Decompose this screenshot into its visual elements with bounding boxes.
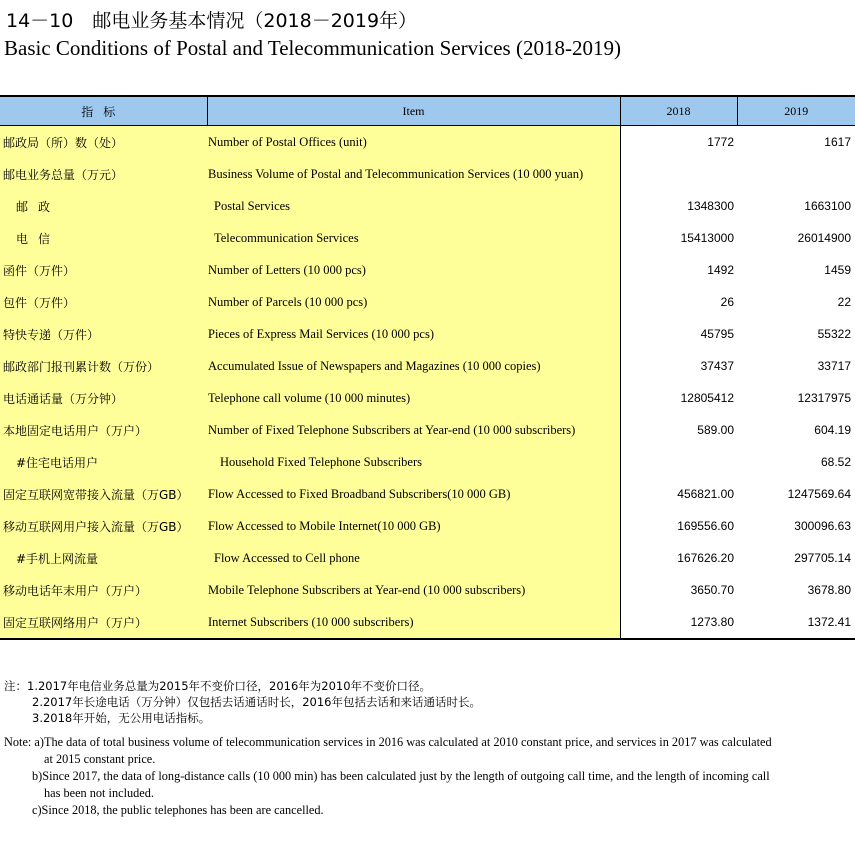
row-label-cn: 移动电话年末用户（万户） <box>0 574 207 606</box>
row-label-en: Flow Accessed to Mobile Internet(10 000 GB) <box>207 510 620 542</box>
postal-telecom-table <box>0 97 855 640</box>
value-2019: 1459 <box>824 263 851 277</box>
table-row <box>0 574 855 606</box>
table-row <box>0 158 855 190</box>
row-label-en: Number of Postal Offices (unit) <box>207 126 620 159</box>
value-2018: 26 <box>720 295 734 309</box>
row-label-cn: 电信 <box>0 222 207 254</box>
header-item: Item <box>207 97 620 126</box>
value-2019: 604.19 <box>814 423 851 437</box>
row-label-cn: 包件（万件） <box>0 286 207 318</box>
value-2019 <box>737 158 855 190</box>
table-row <box>0 414 855 446</box>
row-label-cn: 邮政部门报刊累计数（万份） <box>0 350 207 382</box>
note-en-c: c)Since 2018, the public telephones has been are cancelled. <box>32 803 324 817</box>
value-2018: 37437 <box>700 359 734 373</box>
value-2018: 12805412 <box>680 391 734 405</box>
table-row <box>0 446 855 478</box>
table-row <box>0 190 855 222</box>
value-2019: 1617 <box>824 135 851 149</box>
value-2018: 1348300 <box>687 199 734 213</box>
value-2018: 1772 <box>707 135 734 149</box>
value-2019: 300096.63 <box>794 519 851 533</box>
table-row <box>0 350 855 382</box>
row-label-en: Household Fixed Telephone Subscribers <box>207 446 620 478</box>
row-label-en: Internet Subscribers (10 000 subscribers) <box>207 606 620 639</box>
table-row <box>0 126 855 159</box>
table-row <box>0 542 855 574</box>
value-2018: 1273.80 <box>620 606 737 639</box>
value-2019: 1372.41 <box>737 606 855 639</box>
note-cn-3: 3.2018年开始，无公用电话指标。 <box>32 711 211 725</box>
notes-chinese <box>4 678 481 726</box>
table-row <box>0 606 855 639</box>
row-label-cn: 邮政局（所）数（处） <box>0 126 207 159</box>
value-2019: 12317975 <box>797 391 851 405</box>
row-label-en: Flow Accessed to Cell phone <box>207 542 620 574</box>
row-label-cn: 函件（万件） <box>0 254 207 286</box>
table-row <box>0 254 855 286</box>
value-2019: 1247569.64 <box>787 487 851 501</box>
row-label-cn: 电话通话量（万分钟） <box>0 382 207 414</box>
table-header-row <box>0 97 855 126</box>
row-label-cn: #住宅电话用户 <box>0 446 207 478</box>
value-2018: 167626.20 <box>677 551 734 565</box>
row-label-en: Number of Parcels (10 000 pcs) <box>207 286 620 318</box>
value-2019: 3678.80 <box>807 583 851 597</box>
value-2018: 589.00 <box>697 423 734 437</box>
value-2019: 55322 <box>817 327 851 341</box>
row-label-cn: 本地固定电话用户（万户） <box>0 414 207 446</box>
table-row <box>0 382 855 414</box>
header-year-2019: 2019 <box>737 97 855 126</box>
value-2019: 1663100 <box>804 199 851 213</box>
note-en-a-line1: Note: a)The data of total business volume of telecommunication services in 2016 was calculated at 2010 constant price, and services in 2017 was calculated <box>4 735 772 749</box>
row-label-en: Number of Fixed Telephone Subscribers at Year-end (10 000 subscribers) <box>207 414 620 446</box>
value-2018: 45795 <box>700 327 734 341</box>
table-title-chinese: 14－10 邮电业务基本情况（2018－2019年） <box>6 10 418 32</box>
table-row <box>0 222 855 254</box>
row-label-en: Business Volume of Postal and Telecommunication Services (10 000 yuan) <box>207 158 620 190</box>
row-label-cn: 邮政 <box>0 190 207 222</box>
row-label-en: Telephone call volume (10 000 minutes) <box>207 382 620 414</box>
row-label-cn: 特快专递（万件） <box>0 318 207 350</box>
value-2018: 1492 <box>707 263 734 277</box>
value-2019: 297705.14 <box>794 551 851 565</box>
table-title-english: Basic Conditions of Postal and Telecommunication Services (2018-2019) <box>4 36 621 60</box>
row-label-en: Mobile Telephone Subscribers at Year-end (10 000 subscribers) <box>207 574 620 606</box>
table-row <box>0 510 855 542</box>
note-cn-2: 2.2017年长途电话（万分钟）仅包括去话通话时长，2016年包括去话和来话通话时长。 <box>32 695 482 709</box>
value-2019: 68.52 <box>820 455 851 469</box>
value-2019: 22 <box>837 295 851 309</box>
value-2018: 169556.60 <box>677 519 734 533</box>
value-2018: 3650.70 <box>690 583 734 597</box>
value-2018: 15413000 <box>680 231 734 245</box>
value-2019: 26014900 <box>797 231 851 245</box>
row-label-en: Pieces of Express Mail Services (10 000 pcs) <box>207 318 620 350</box>
note-cn-1: 注：1.2017年电信业务总量为2015年不变价口径，2016年为2010年不变价口径。 <box>4 679 432 693</box>
value-2018 <box>620 446 737 478</box>
row-label-cn: #手机上网流量 <box>0 542 207 574</box>
row-label-cn: 固定互联网宽带接入流量（万GB） <box>0 478 207 510</box>
table-row <box>0 286 855 318</box>
row-label-en: Flow Accessed to Fixed Broadband Subscribers(10 000 GB) <box>207 478 620 510</box>
value-2018 <box>620 158 737 190</box>
value-2018: 456821.00 <box>677 487 734 501</box>
row-label-en: Postal Services <box>207 190 620 222</box>
table-row <box>0 478 855 510</box>
note-en-b-line1: b)Since 2017, the data of long-distance calls (10 000 min) has been calculated just by the length of outgoing call time, and the length of incoming call <box>32 769 770 783</box>
row-label-en: Number of Letters (10 000 pcs) <box>207 254 620 286</box>
row-label-cn: 固定互联网络用户（万户） <box>0 606 207 639</box>
header-indicator: 指标 <box>0 97 207 126</box>
notes-english <box>4 734 849 819</box>
note-en-b-line2: has been not included. <box>44 786 154 800</box>
row-label-cn: 移动互联网用户接入流量（万GB） <box>0 510 207 542</box>
row-label-en: Accumulated Issue of Newspapers and Magazines (10 000 copies) <box>207 350 620 382</box>
row-label-en: Telecommunication Services <box>207 222 620 254</box>
note-en-a-line2: at 2015 constant price. <box>44 752 156 766</box>
value-2019: 33717 <box>817 359 851 373</box>
header-year-2018: 2018 <box>620 97 737 126</box>
row-label-cn: 邮电业务总量（万元） <box>0 158 207 190</box>
table-row <box>0 318 855 350</box>
